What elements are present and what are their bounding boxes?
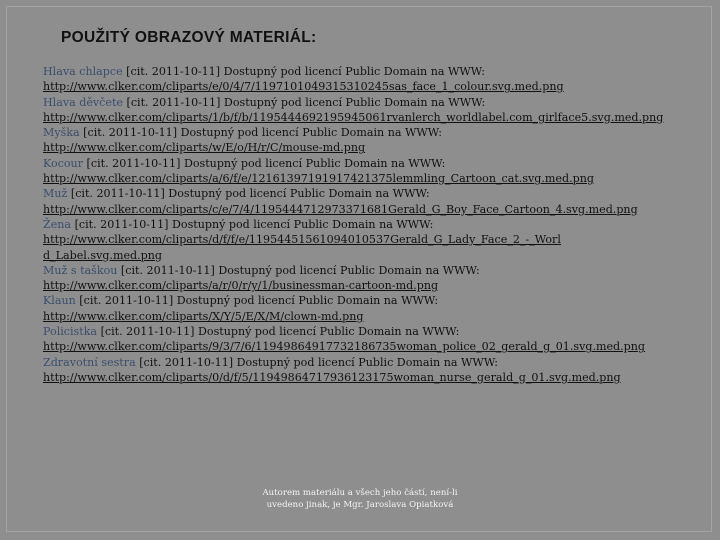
reference-name: Myška [43, 126, 80, 140]
reference-name: Hlava děvčete [43, 95, 123, 109]
reference-name: Kocour [43, 156, 84, 170]
reference-link[interactable]: http://www.clker.com/cliparts/c/e/7/4/1195444712973371681Gerald_G_Boy_Face_Cartoon_4.svg.med.png [43, 202, 638, 216]
reference-name: Muž s taškou [43, 263, 118, 277]
reference-entry [43, 293, 683, 308]
reference-entry [43, 217, 683, 232]
reference-name: Zdravotní sestra [43, 355, 136, 369]
reference-name: Klaun [43, 294, 76, 308]
reference-citation: [cit. 2011-10-11] Dostupný pod licencí Public Domain na WWW: [97, 325, 460, 339]
reference-entry [43, 263, 683, 278]
reference-link[interactable]: http://www.clker.com/cliparts/a/r/0/r/y/1/businessman-cartoon-md.png [43, 279, 439, 293]
reference-link[interactable]: http://www.clker.com/cliparts/e/0/4/7/1197101049315310245sas_face_1_colour.svg.med.png [43, 80, 564, 94]
reference-citation: [cit. 2011-10-11] Dostupný pod licencí Public Domain na WWW: [135, 355, 498, 369]
reference-link[interactable]: http://www.clker.com/cliparts/X/Y/5/E/X/M/clown-md.png [43, 309, 364, 323]
author-note [250, 487, 470, 511]
reference-list [43, 64, 683, 385]
reference-link[interactable]: http://www.clker.com/cliparts/1/b/f/b/1195444692195945061rvanlerch_worldlabel.com_girlface5.svg.med.png [43, 110, 664, 124]
reference-entry [43, 355, 683, 370]
reference-entry [43, 156, 683, 171]
reference-entry [43, 95, 683, 110]
reference-citation: [cit. 2011-10-11] Dostupný pod licencí Public Domain na WWW: [79, 126, 442, 140]
reference-citation: [cit. 2011-10-11] Dostupný pod licencí Public Domain na WWW: [122, 95, 486, 109]
reference-link[interactable]: http://www.clker.com/cliparts/a/6/f/e/12161397191917421375lemmling_Cartoon_cat.svg.med.png [43, 172, 594, 186]
reference-entry [43, 186, 683, 201]
reference-link[interactable]: http://www.clker.com/cliparts/w/E/o/H/r/C/mouse-md.png [43, 141, 366, 155]
page-title: POUŽITÝ OBRAZOVÝ MATERIÁL: [61, 29, 317, 46]
reference-link[interactable]: http://www.clker.com/cliparts/9/3/7/6/11949864917732186735woman_police_02_gerald_g_01.svg.med.png [43, 340, 646, 354]
reference-entry [43, 324, 683, 339]
reference-name: Muž [43, 187, 68, 201]
reference-link[interactable]: http://www.clker.com/cliparts/0/d/f/5/11949864717936123175woman_nurse_gerald_g_01.svg.med.png [43, 370, 621, 384]
reference-citation: [cit. 2011-10-11] Dostupný pod licencí Public Domain na WWW: [83, 156, 446, 170]
author-note-line-1: Autorem materiálu a všech jeho částí, není-li [262, 488, 458, 498]
reference-name: Žena [43, 217, 72, 231]
reference-link[interactable]: http://www.clker.com/cliparts/d/f/f/e/11954451561094010537Gerald_G_Lady_Face_2_-_World_Label.svg.med.png [43, 233, 561, 262]
reference-citation: [cit. 2011-10-11] Dostupný pod licencí Public Domain na WWW: [117, 263, 480, 277]
reference-entry [43, 125, 683, 140]
reference-citation: [cit. 2011-10-11] Dostupný pod licencí Public Domain na WWW: [75, 294, 439, 308]
author-note-line-2: uvedeno jinak, je Mgr. Jaroslava Opiatková [266, 500, 454, 510]
reference-citation: [cit. 2011-10-11] Dostupný pod licencí Public Domain na WWW: [71, 217, 434, 231]
reference-citation: [cit. 2011-10-11] Dostupný pod licencí Public Domain na WWW: [67, 187, 430, 201]
reference-citation: [cit. 2011-10-11] Dostupný pod licencí Public Domain na WWW: [122, 65, 485, 78]
reference-name: Hlava chlapce [43, 65, 123, 78]
reference-name: Policistka [43, 325, 98, 339]
reference-entry [43, 64, 683, 79]
